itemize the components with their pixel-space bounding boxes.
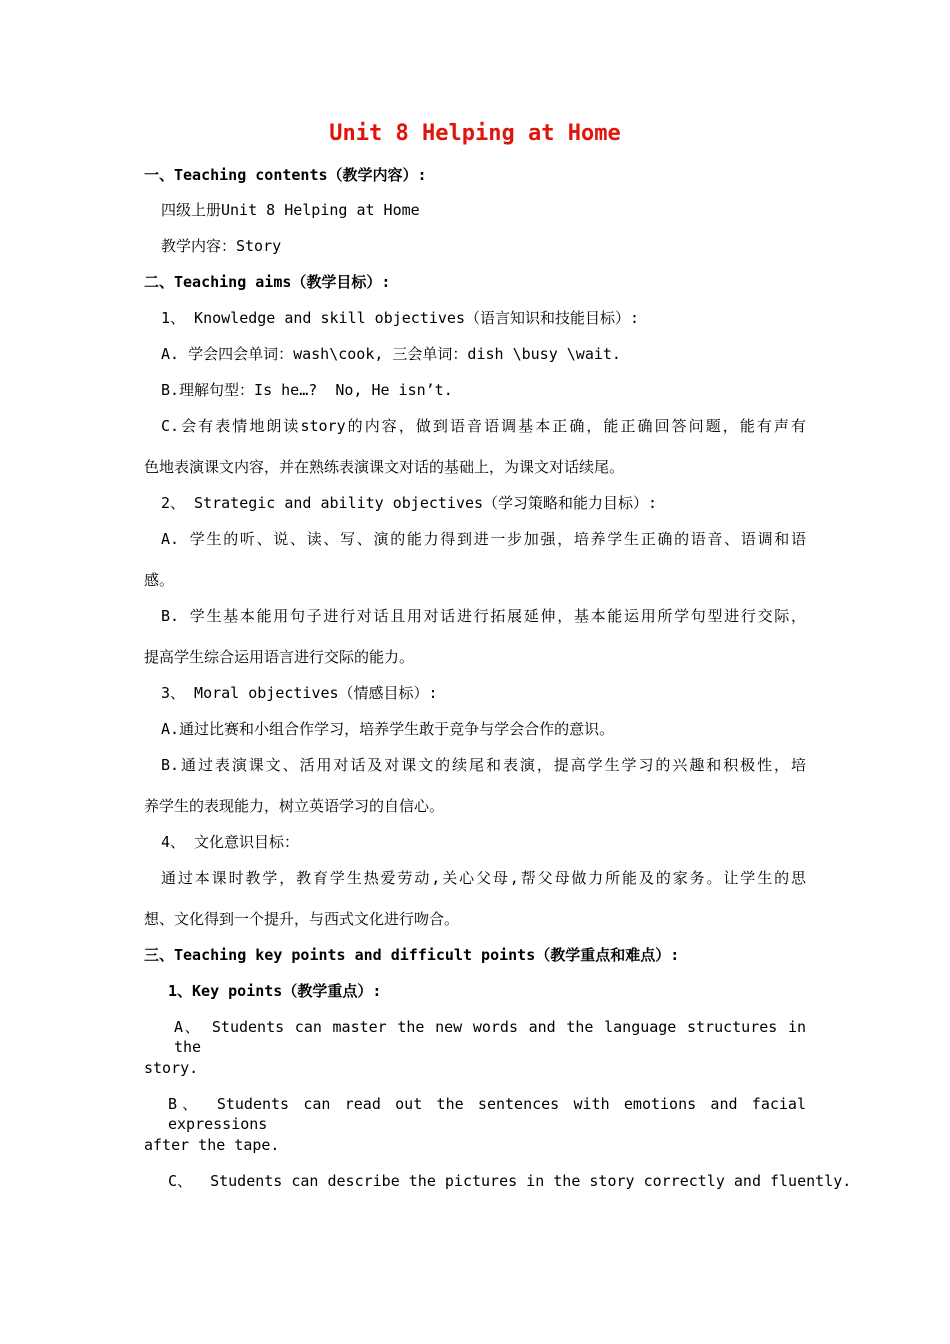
key-points-heading: 1、Key points（教学重点）: [168,982,382,1000]
section-3-heading: 三、Teaching key points and difficult points（教学重点和难点）: [144,946,680,964]
objective-1-item-b: B.理解句型：Is he…? No, He isn’t. [161,381,453,399]
section-1-heading: 一、Teaching contents（教学内容）: [144,166,427,184]
objective-4-heading: 4、 文化意识目标： [161,833,300,851]
section-1-line-1: 四级上册Unit 8 Helping at Home [161,201,420,219]
objective-1-item-a: A. 学会四会单词：wash\cook, 三会单词：dish \busy \wait. [161,345,621,363]
objective-1-item-c-line-1: C.会有表情地朗读story的内容，做到语音语调基本正确，能正确回答问题，能有声有 [161,417,806,435]
objective-1-heading: 1、 Knowledge and skill objectives（语言知识和技能目标）: [161,309,640,327]
objective-2-item-a-line-2: 感。 [144,571,175,589]
objective-3-item-a: A.通过比赛和小组合作学习，培养学生敢于竞争与学会合作的意识。 [161,720,615,738]
objective-2-item-b-line-2: 提高学生综合运用语言进行交际的能力。 [144,648,415,666]
section-2-heading: 二、Teaching aims（教学目标）: [144,273,391,291]
objective-4-text-line-2: 想、文化得到一个提升，与西式文化进行吻合。 [144,910,460,928]
objective-4-text-line-1: 通过本课时教学，教育学生热爱劳动,关心父母,帮父母做力所能及的家务。让学生的思 [161,869,806,887]
key-point-a-line-2: story. [144,1059,199,1077]
objective-1-item-c-line-2: 色地表演课文内容，并在熟练表演课文对话的基础上，为课文对话续尾。 [144,458,625,476]
objective-2-item-b-line-1: B. 学生基本能用句子进行对话且用对话进行拓展延伸，基本能运用所学句型进行交际， [161,607,806,625]
key-point-b-line-2: after the tape. [144,1136,280,1154]
key-point-c: C、 Students can describe the pictures in the story correctly and fluently. [168,1172,852,1190]
key-point-a-line-1: A、 Students can master the new words and the language structures in the [174,1018,806,1056]
key-point-b-line-1: B、 Students can read out the sentences with emotions and facial expressions [168,1095,806,1133]
objective-2-heading: 2、 Strategic and ability objectives（学习策略和能力目标）: [161,494,658,512]
objective-3-item-b-line-2: 养学生的表现能力，树立英语学习的自信心。 [144,797,445,815]
page-title: Unit 8 Helping at Home [329,121,621,146]
objective-3-item-b-line-1: B.通过表演课文、活用对话及对课文的续尾和表演，提高学生学习的兴趣和积极性，培 [161,756,806,774]
objective-3-heading: 3、 Moral objectives（情感目标）: [161,684,438,702]
objective-2-item-a-line-1: A. 学生的听、说、读、写、演的能力得到进一步加强，培养学生正确的语音、语调和语 [161,530,806,548]
section-1-line-2: 教学内容：Story [161,237,282,255]
